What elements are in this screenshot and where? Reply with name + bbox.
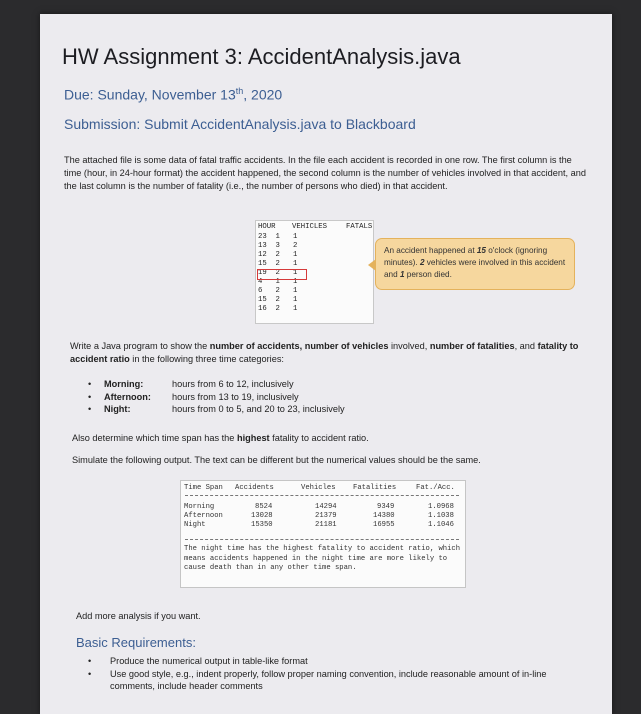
output-cell: 9349 — [377, 503, 395, 511]
output-cell: 1.1038 — [428, 512, 454, 520]
data-table-row: 4 1 1 — [258, 278, 298, 286]
data-table-row: 15 2 1 — [258, 260, 298, 268]
intro-paragraph: The attached file is some data of fatal traffic accidents. In the file each accident is recorded in one row. The first column is the time (hour, in 24-hour format) the accident happened, the second column is the number of vehicles involved in that accident, and the last column is the number of fatality (i.e., the number of persons who died) in that accident. — [64, 155, 586, 191]
requirement-item: • Produce the numerical output in table-like format — [88, 656, 308, 666]
data-table-row: 16 2 1 — [258, 305, 298, 313]
output-cell: 15350 — [251, 521, 273, 529]
page-title: HW Assignment 3: AccidentAnalysis.java — [62, 44, 461, 69]
output-header-cell: Time Span — [184, 484, 223, 492]
explanation-callout: An accident happened at 15 o'clock (ignoring minutes). 2 vehicles were involved in this accident and 1 person died. — [375, 238, 575, 290]
output-header-cell: Fat./Acc. — [416, 484, 455, 492]
due-date: Due: Sunday, November 13th, 2020 — [64, 86, 283, 103]
highest-ratio-instruction: Also determine which time span has the highest fatality to accident ratio. — [72, 433, 369, 443]
output-cell: 1.0968 — [428, 503, 454, 511]
add-more-analysis: Add more analysis if you want. — [76, 611, 201, 621]
output-divider — [185, 539, 459, 540]
accident-data-table: HOUR VEHICLES FATALS 23 1 1 13 3 2 12 2 1 15 2 1 19 2 1 4 1 1 6 2 1 15 2 1 16 2 1 — [255, 220, 374, 324]
requirement-item: • Use good style, e.g., indent properly, follow proper naming convention, include reasonable amount of in-line comments, include header comments — [88, 668, 547, 691]
data-table-row: 12 2 1 — [258, 251, 298, 259]
output-header-cell: Accidents — [235, 484, 274, 492]
output-cell: 21379 — [315, 512, 337, 520]
data-table-row: 6 2 1 — [258, 287, 298, 295]
highlighted-row-marker — [257, 269, 307, 280]
data-table-row: 13 3 2 — [258, 242, 298, 250]
output-cell: 8524 — [255, 503, 273, 511]
sample-output-box — [180, 480, 466, 588]
requirements-list — [88, 655, 588, 693]
document-page: HW Assignment 3: AccidentAnalysis.java Due: Sunday, November 13th, 2020 Submission: Submit AccidentAnalysis.java to Blackboard The attached file is some data of fatal traffic accidents. In the file each accident is recorded in one row. The first column is the time (hour, in 24-hour format) the accident happened, the second column is the number of vehicles involved in that accident, and the last column is the number of fatality (i.e., the number of persons who died) in that accident. HOUR VEHICLES FATALS 23 1 1 13 3 2 12 2 1 15 2 1 19 2 1 4 1 1 6 2 1 15 2 1 16 2 1 An accident happened at 15 o'clock (ignoring minutes). 2 vehicles were involved in this accident and 1 person died. Write a Java program to show the number of accidents, number of vehicles involved, number of fatalities, and fatality to accident ratio in the following three time categories: • Morning: hours from 6 to 12, inclusively • Afternoon: hours from 13 to 19, inclusively • Night: hours from 0 to 5, and 20 to 23, inclusively Also determine which time span has the highest fatality to accident ratio. Simulate the following output. The text can be different but the numerical values should be the same. Time Span Accidents Vehicles Fatalities Fat./Acc. Morning 8524 14294 9349 1.0968 Afternoon 13028 21379 14380 1.1038 Night 15350 21181 16955 1.1046 The night time has the highest fatality to accident ratio, which means accidents happened in the night time are more likely to cause death than in any other time span. Add more analysis if you want. Basic Requirements: • Produce the numerical output in table-like format • Use good style, e.g., indent properly, follow proper naming convention, include reasonable amount of in-line comments, include header comments — [40, 14, 612, 714]
output-note: The night time has the highest fatality to accident ratio, which means accidents happened in the night time are more likely to cause death than in any other time span. — [184, 545, 461, 572]
simulate-instruction: Simulate the following output. The text can be different but the numerical values should be the same. — [72, 455, 481, 465]
output-cell: 1.1046 — [428, 521, 454, 529]
output-cell: Night — [184, 521, 206, 529]
output-cell: Morning — [184, 503, 215, 511]
output-header-cell: Fatalities — [353, 484, 397, 492]
data-table-row: 23 1 1 — [258, 233, 298, 241]
output-cell: Afternoon — [184, 512, 223, 520]
output-cell: 14294 — [315, 503, 337, 511]
output-cell: 13028 — [251, 512, 273, 520]
submission-info: Submission: Submit AccidentAnalysis.java to Blackboard — [64, 116, 416, 132]
output-divider — [185, 495, 459, 496]
output-cell: 21181 — [315, 521, 337, 529]
data-table-row: 15 2 1 — [258, 296, 298, 304]
output-cell: 16955 — [373, 521, 395, 529]
basic-requirements-heading: Basic Requirements: — [76, 635, 196, 650]
task-paragraph: Write a Java program to show the number of accidents, number of vehicles involved, number of fatalities, and fatality to accident ratio in the following three time categories: — [70, 341, 579, 364]
output-cell: 14380 — [373, 512, 395, 520]
output-header-cell: Vehicles — [301, 484, 336, 492]
data-table-row: 19 2 1 — [258, 269, 298, 277]
